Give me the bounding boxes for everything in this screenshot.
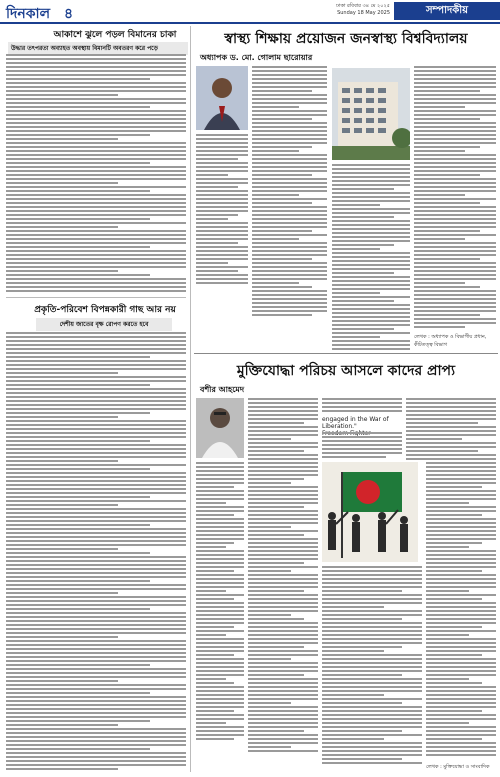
left-article2-title: প্রকৃতি-পরিবেশ বিপন্নকারী গাছ আর নয় (34, 305, 176, 315)
bottom-article-author-note: লেখক : মুক্তিযোদ্ধা ও সাংবাদিক (426, 764, 490, 770)
top-article-title: স্বাস্থ্য শিক্ষায় প্রয়োজন জনস্বাস্থ্য বিশ্ববিদ্যালয় (224, 31, 468, 47)
left-article2-body (6, 332, 186, 772)
left-divider (6, 297, 186, 298)
left-article1-title: আকাশে ঝুলে পড়ল বিমানের চাকা (53, 30, 177, 40)
section-title: সম্পাদকীয় (394, 2, 500, 20)
bottom-article-col2-bottom (322, 566, 422, 766)
masthead-rule (0, 22, 500, 24)
bottom-article-col3 (406, 398, 496, 462)
english-quote-line1: engaged in the War of Liberation." (322, 416, 389, 430)
column-separator (190, 26, 191, 772)
building-photo (332, 68, 410, 160)
bottom-article-title: মুক্তিযোদ্ধা পরিচয় আসলে কাদের প্রাপ্য (236, 363, 456, 379)
bottom-author-portrait-icon (196, 398, 244, 458)
top-article-col1 (252, 66, 327, 318)
top-article-col3 (414, 66, 496, 330)
top-article-author-note: লেখক : অধ্যাপক ও বিভাগীয় প্রধান, কীটতত্ত্ব বিভাগ (414, 334, 487, 348)
date-english: Sunday 18 May 2025 (337, 10, 390, 16)
article-divider (194, 353, 498, 354)
left-article1-body (6, 54, 186, 294)
top-article-byline: অধ্যাপক ড. মো. গোলাম ছারোয়ার (200, 53, 313, 62)
building-image-icon (332, 68, 410, 160)
bottom-article-col2 (322, 432, 402, 460)
page-number: ৪ (64, 6, 74, 22)
left-article2-subtitle: দেশীয় জাতের বৃক্ষ রোপণ করতে হবে (36, 318, 172, 331)
bottom-author-photo (196, 398, 244, 458)
top-article-col0 (196, 134, 248, 286)
bottom-article-col0 (196, 462, 244, 742)
date-bangla: ঢাকা রবিবার ৩৪ মে ২০২৫ (336, 3, 390, 9)
top-article-col2 (332, 164, 410, 352)
liberation-war-illustration (322, 462, 418, 562)
freedom-fighters-flag-icon (322, 462, 418, 562)
bottom-article-col1 (248, 398, 318, 754)
left-article1-subtitle: উদ্ধার তৎপরতা অব্যাহত অবস্থায় বিমানটি অবতরণ করে পড়ে (8, 42, 188, 55)
author-portrait-icon (196, 66, 248, 130)
date-line (286, 3, 390, 17)
bottom-article-col2-top (322, 398, 402, 414)
bottom-article-col4 (426, 462, 496, 758)
bottom-article-byline: বশীর আহমেদ (200, 385, 245, 394)
author-photo (196, 66, 248, 130)
newspaper-logo: দিনকাল (6, 6, 51, 22)
masthead (0, 0, 500, 22)
